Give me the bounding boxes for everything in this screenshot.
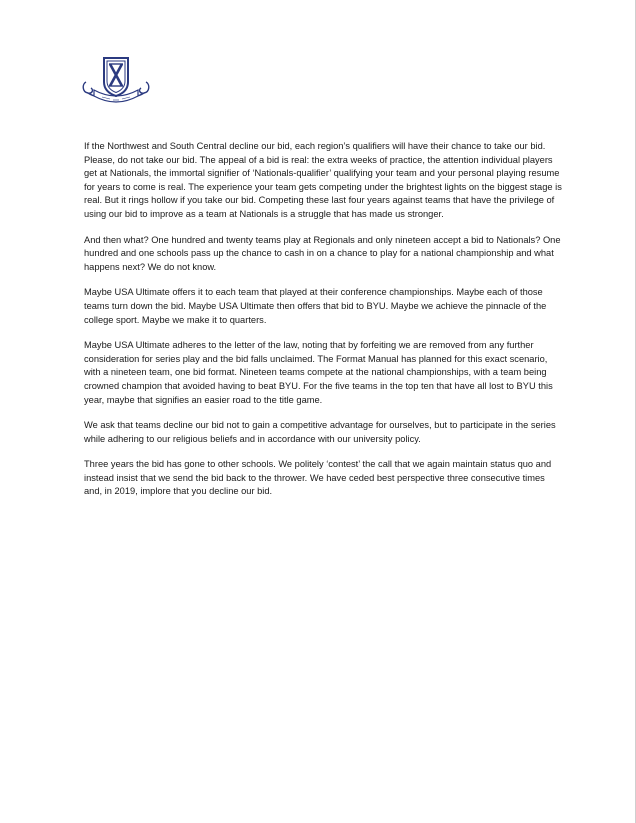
paragraph: We ask that teams decline our bid not to gain a competitive advantage for ourselves, but to participate in the series while adhering to our religious beliefs and in accordance with our university policy. <box>84 420 556 444</box>
letter-body <box>84 140 564 511</box>
paragraph: If the Northwest and South Central decline our bid, each region’s qualifiers will have their chance to take our bid. Please, do not take our bid. The appeal of a bid is real: the extra weeks of practice, the attention individual players get at Nationals, the immortal signifier of ‘Nationals-qualifier’ qualifying your team and your personal playing resume for years to come is real. The experience your team gets competing under the brightest lights on the biggest stage is real. But it rings hollow if you take our bid. Competing these last four years against teams that have the privilege of using our bid to improve as a team at Nationals is a struggle that has made us stronger. <box>84 141 562 219</box>
paragraph: Three years the bid has gone to other schools. We politely ‘contest’ the call that we again maintain status quo and instead insist that we send the bid back to the thrower. We have ceded best perspective three consecutive times and, in 2019, implore that you decline our bid. <box>84 459 552 497</box>
paragraph: And then what? One hundred and twenty teams play at Regionals and only nineteen accept a bid to Nationals? One hundred and one schools pass up the chance to cash in on a chance to play for a national championship and what happens next? We do not know. <box>84 234 561 272</box>
crest-logo-icon <box>80 52 152 108</box>
paragraph: Maybe USA Ultimate adheres to the letter of the law, noting that by forfeiting we are removed from any further consideration for series play and the bid falls unclaimed. The Format Manual has planned for this exact scenario, with a nineteen team, one bid format. Nineteen teams compete at the national championships, with a team being crowned champion that avoided having to beat BYU. For the five teams in the top ten that have all lost to BYU this year, maybe that signifies an easier road to the title game. <box>84 340 553 405</box>
paragraph: Maybe USA Ultimate offers it to each team that played at their conference championships. Maybe each of those teams turn down the bid. Maybe USA Ultimate then offers that bid to BYU. Maybe we achieve the pinnacle of the college sport. Maybe we make it to quarters. <box>84 287 547 325</box>
